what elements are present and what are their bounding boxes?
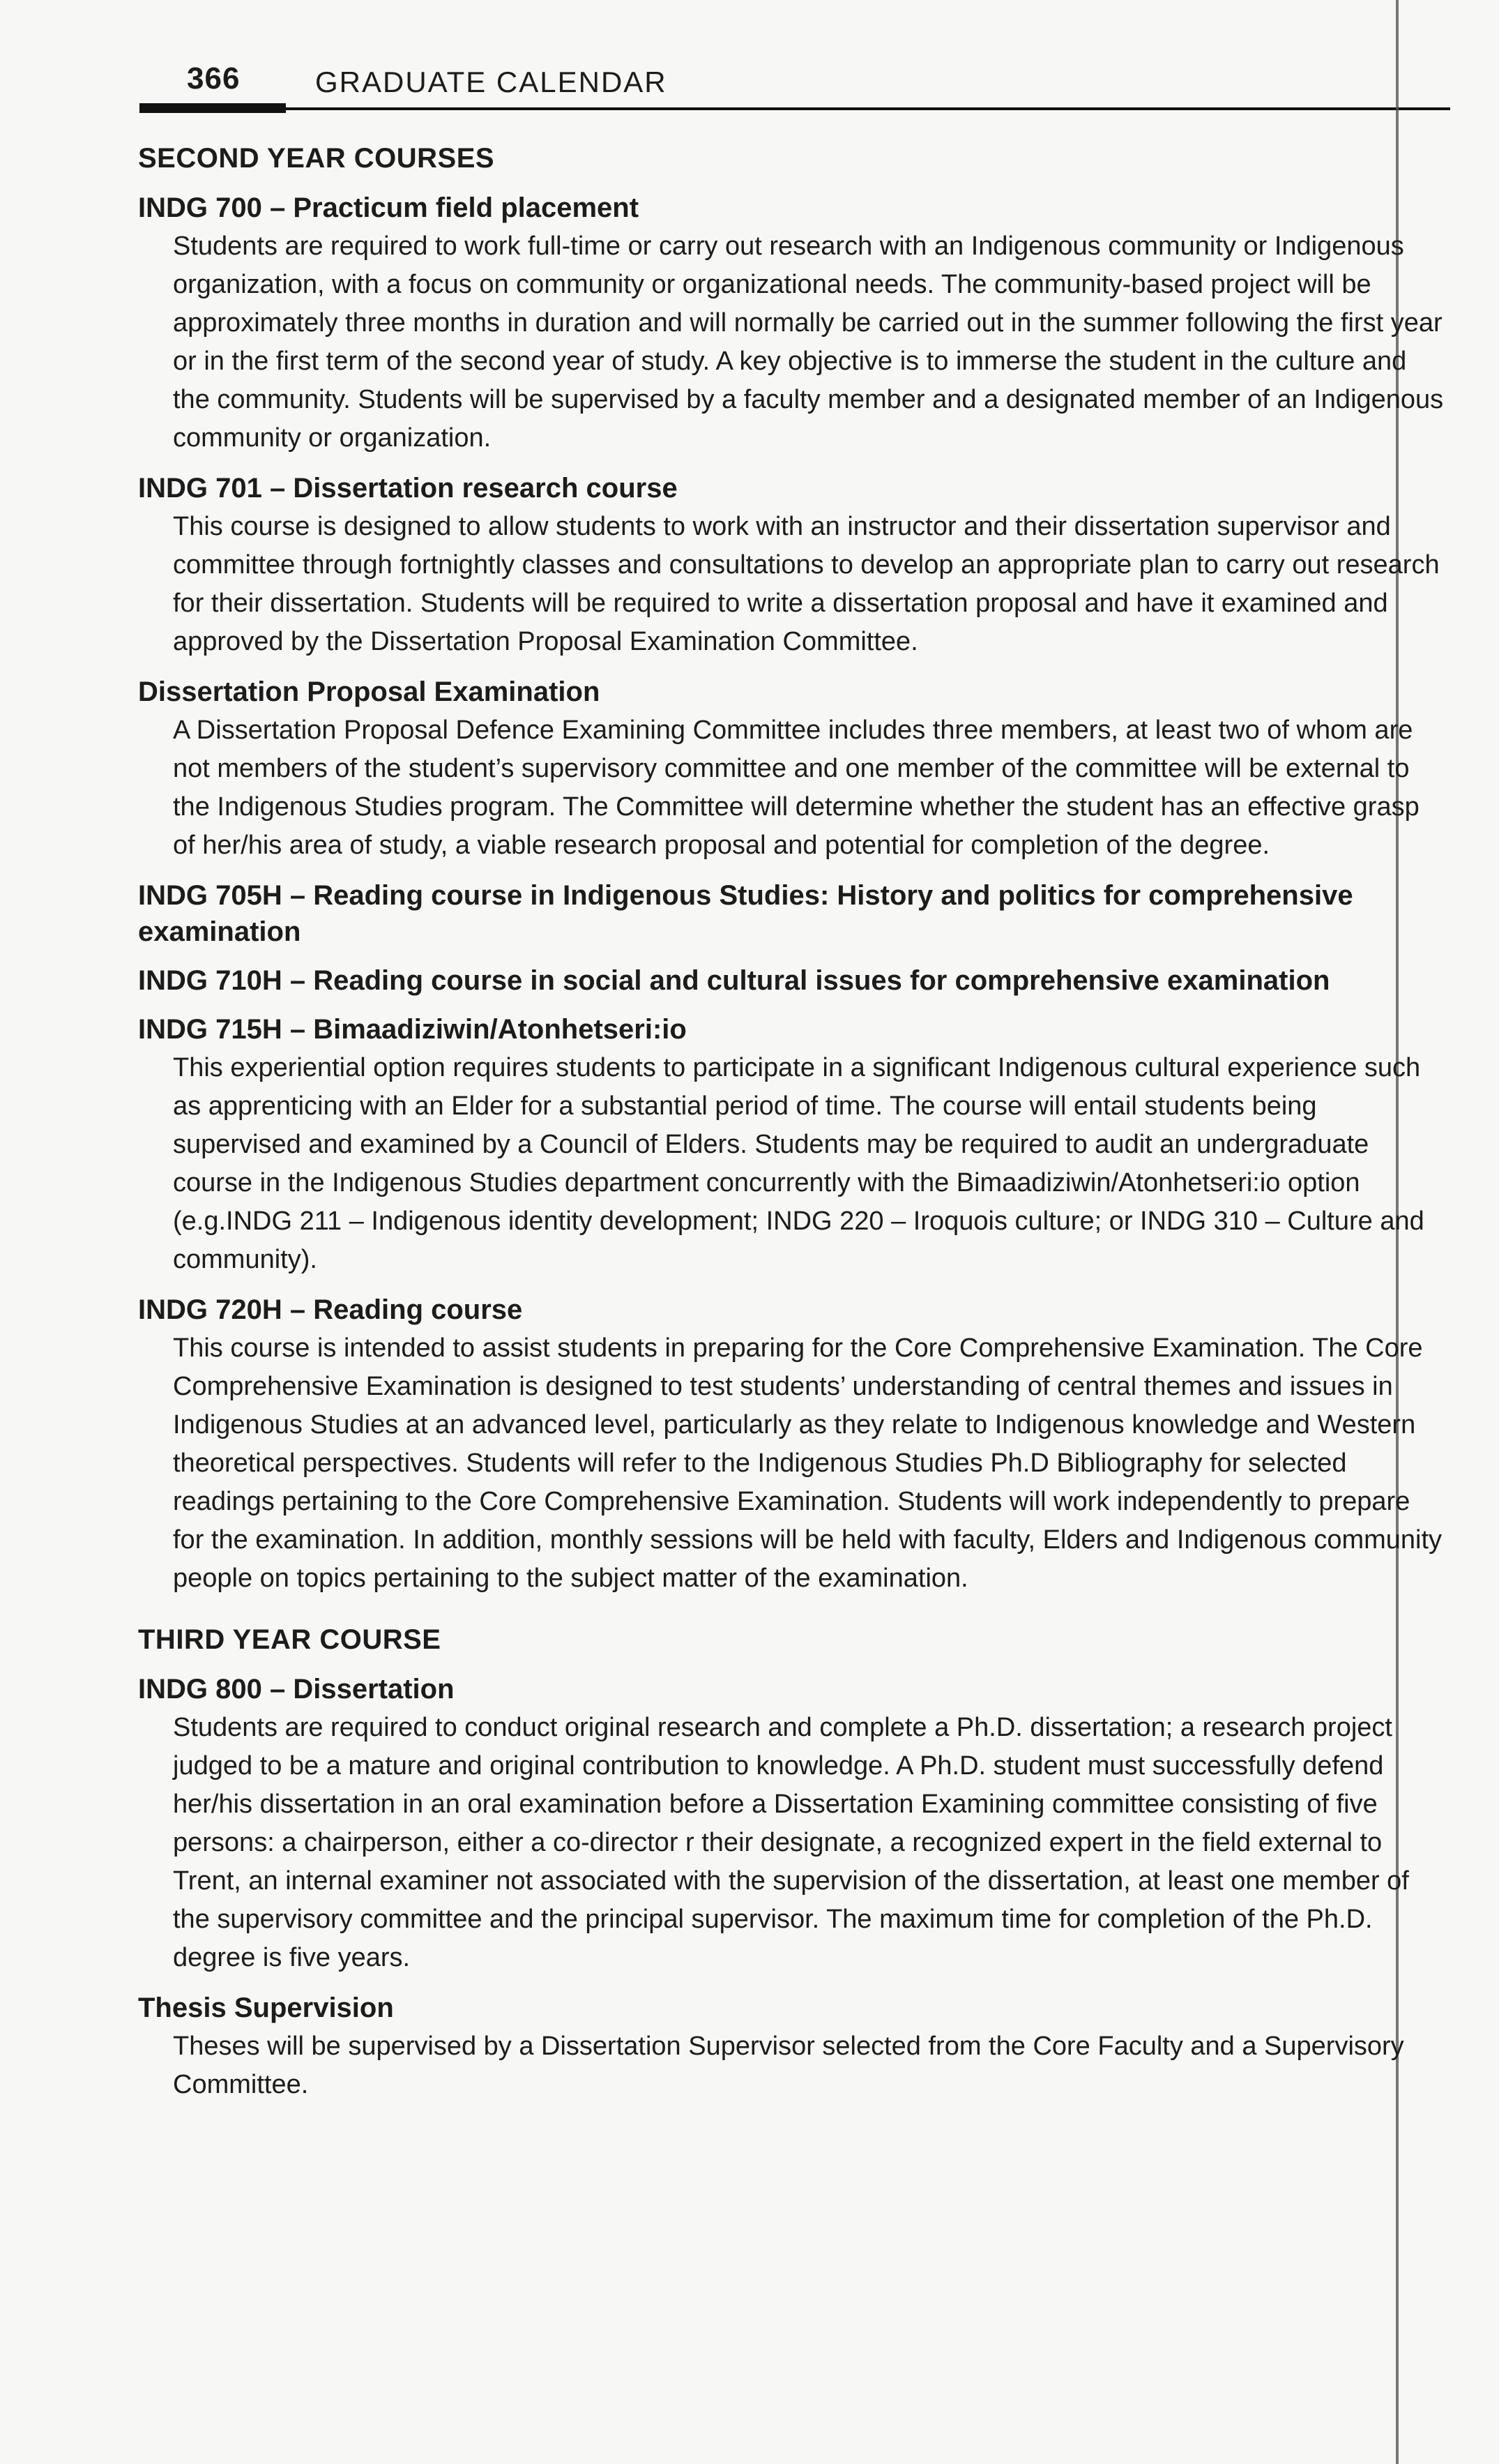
course-entry bbox=[138, 1011, 1445, 1279]
course-entry bbox=[138, 470, 1445, 661]
header-rule bbox=[139, 107, 1450, 110]
course-description: This experiential option requires students to participate in a significant Indigenous cultural experience such as apprenticing with an Elder for a substantial period of time. The course will entail students being supervised and examined by a Council of Elders. Students may be required to audit an undergraduate course in the Indigenous Studies department concurrently with the Bimaadiziwin/Atonhetseri:io option (e.g.INDG 211 – Indigenous identity development; INDG 220 – Iroquois culture; or INDG 310 – Culture and community). bbox=[173, 1053, 1424, 1274]
course-title: Dissertation Proposal Examination bbox=[138, 677, 600, 707]
course-title: Thesis Supervision bbox=[138, 1993, 394, 2023]
page-number: 366 bbox=[187, 61, 241, 96]
course-title: INDG 715H – Bimaadiziwin/Atonhetseri:io bbox=[138, 1014, 687, 1045]
course-title: INDG 700 – Practicum field placement bbox=[138, 192, 639, 223]
course-entry bbox=[138, 1292, 1445, 1598]
section-heading-third-year: THIRD YEAR COURSE bbox=[138, 1624, 441, 1655]
course-title: INDG 705H – Reading course in Indigenous Studies: History and politics for comprehensive examination bbox=[138, 880, 1353, 947]
course-entry bbox=[138, 190, 1445, 458]
section-heading-second-year: SECOND YEAR COURSES bbox=[138, 143, 495, 174]
page-content bbox=[138, 143, 1445, 2117]
course-description: Students are required to conduct original research and complete a Ph.D. dissertation; a research project judged to be a mature and original contribution to knowledge. A Ph.D. student must successfully defend her/his dissertation in an oral examination before a Dissertation Examining committee consisting of five persons: a chairperson, either a co-director r their designate, a recognized expert in the field external to Trent, an internal examiner not associated with the supervision of the dissertation, at least one member of the supervisory committee and the principal supervisor. The maximum time for completion of the Ph.D. degree is five years. bbox=[173, 1713, 1409, 1972]
course-entry bbox=[138, 877, 1445, 950]
course-entry bbox=[138, 1990, 1445, 2104]
course-description: Theses will be supervised by a Dissertation Supervisor selected from the Core Faculty and a Supervisory Committee. bbox=[173, 2032, 1404, 2099]
page-header bbox=[139, 61, 1450, 117]
course-entry bbox=[138, 674, 1445, 865]
course-entry bbox=[138, 1671, 1445, 1977]
course-description: Students are required to work full-time or carry out research with an Indigenous community or Indigenous organization, with a focus on community or organizational needs. The community-based project will be approximately three months in duration and will normally be carried out in the summer following the first year or in the first term of the second year of study. A key objective is to immerse the student in the culture and the community. Students will be supervised by a faculty member and a designated member of an Indigenous community or organization. bbox=[173, 232, 1444, 453]
course-title: INDG 710H – Reading course in social and cultural issues for comprehensive examination bbox=[138, 965, 1330, 996]
course-title: INDG 800 – Dissertation bbox=[138, 1674, 455, 1705]
course-entry bbox=[138, 962, 1445, 999]
header-rule-accent bbox=[139, 103, 286, 113]
course-description: A Dissertation Proposal Defence Examining Committee includes three members, at least two of whom are not members of the student’s supervisory committee and one member of the committee will be external to the Indigenous Studies program. The Committee will determine whether the student has an effective grasp of her/his area of study, a viable research proposal and potential for completion of the degree. bbox=[173, 716, 1420, 860]
course-description: This course is intended to assist students in preparing for the Core Comprehensive Examination. The Core Comprehensive Examination is designed to test students’ understanding of central themes and issues in Indigenous Studies at an advanced level, particularly as they relate to Indigenous knowledge and Western theoretical perspectives. Students will refer to the Indigenous Studies Ph.D Bibliography for selected readings pertaining to the Core Comprehensive Examination. Students will work independently to prepare for the examination. In addition, monthly sessions will be held with faculty, Elders and Indigenous community people on topics pertaining to the subject matter of the examination. bbox=[173, 1333, 1443, 1593]
running-title: GRADUATE CALENDAR bbox=[315, 66, 667, 98]
course-title: INDG 720H – Reading course bbox=[138, 1294, 523, 1325]
course-description: This course is designed to allow students to work with an instructor and their dissertation supervisor and committee through fortnightly classes and consultations to develop an appropriate plan to carry out research for their dissertation. Students will be required to write a dissertation proposal and have it examined and approved by the Dissertation Proposal Examination Committee. bbox=[173, 512, 1440, 656]
course-title: INDG 701 – Dissertation research course bbox=[138, 473, 678, 504]
